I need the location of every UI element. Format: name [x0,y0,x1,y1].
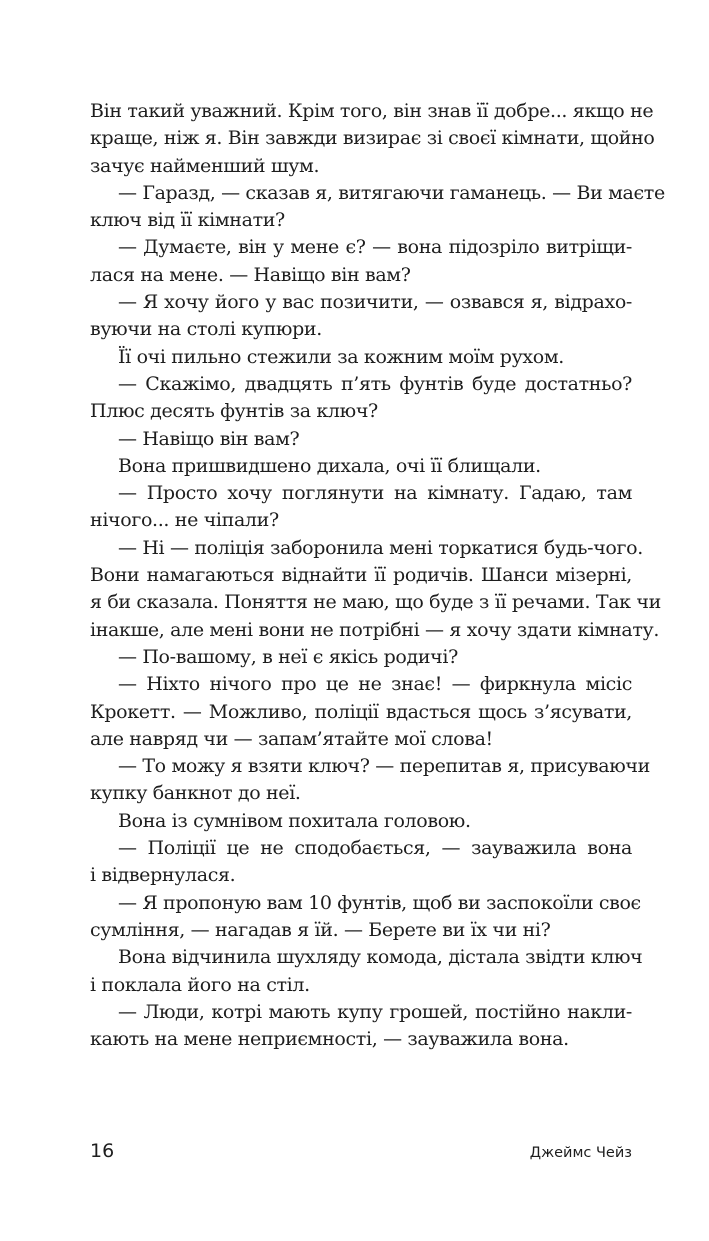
text-line [90,453,632,480]
text-line-content: Вона відчинила шухляду комода, дістала звідти ключ [118,946,643,969]
text-line-content: Вона із сумнівом похитала головою. [118,809,471,832]
text-line [90,98,654,125]
text-line [90,972,632,999]
text-line-content: — Я хочу його у вас позичити, — озвався я, відрахо- [118,291,632,314]
text-line [90,862,632,889]
text-line-content: Її очі пильно стежили за кожним моїм рухом. [118,345,564,368]
text-line-content: Крокетт. — Можливо, поліції вдасться щось з’ясувати, [90,700,632,723]
text-line [90,480,632,507]
text-line-content: сумління, — нагадав я їй. — Берете ви їх чи ні? [90,918,551,941]
text-line [90,180,665,207]
text-line-content: і поклала його на стіл. [90,973,310,996]
text-line [90,562,632,589]
text-line [90,780,632,807]
text-line-content: — Ні — поліція заборонила мені торкатися будь-чого. [118,536,643,559]
text-line-content: — То можу я взяти ключ? — перепитав я, присуваючи [118,755,650,778]
text-line-content: — Поліції це не сподобається, — зауважила вона [118,837,632,860]
text-line-content: — Ніхто нічого про це не знає! — фиркнула місіс [118,673,632,696]
running-footer-author: Джеймс Чейз [529,1145,632,1161]
text-line-content: Вони намагаються віднайти її родичів. Шанси мізерні, [90,564,632,587]
text-line [90,1026,632,1053]
text-line [90,262,632,289]
text-line [90,316,632,343]
text-line-content: і відвернулася. [90,864,236,887]
text-line-content: краще, ніж я. Він завжди визирає зі своєї кімнати, щойно [90,127,655,150]
text-line [90,398,632,425]
text-line-content: але навряд чи — запам’ятайте мої слова! [90,727,493,750]
text-line [90,535,643,562]
text-line-content: зачує найменший шум. [90,154,320,177]
text-line-content: кають на мене неприємності, — зауважила вона. [90,1028,569,1051]
text-line-content: — Скажімо, двадцять п’ять фунтів буде достатньо? [118,372,632,395]
text-line [90,835,632,862]
text-line-content: вуючи на столі купюри. [90,318,322,341]
page-number: 16 [90,1140,115,1162]
text-line [90,726,632,753]
text-line-content: — Гаразд, — сказав я, витягаючи гаманець. — Ви маєте [118,181,665,204]
text-line [90,999,632,1026]
text-line [90,917,632,944]
text-line [90,808,632,835]
text-line [90,153,632,180]
text-line-content: ключ від її кімнати? [90,209,285,232]
text-line-content: Плюс десять фунтів за ключ? [90,400,378,423]
text-line-content: Він такий уважний. Крім того, він знав її добре... якщо не [90,100,654,122]
text-line [90,207,632,234]
text-line-content: — Просто хочу поглянути на кімнату. Гадаю, там [118,482,632,505]
text-line-content: купку банкнот до неї. [90,782,301,805]
text-line-content: — Навіщо він вам? [118,427,300,450]
text-line-content: Вона пришвидшено дихала, очі її блищали. [118,454,541,477]
text-line [90,289,632,316]
text-line [90,644,632,671]
text-line-content: — Я пропоную вам 10 фунтів, щоб ви заспокоїли своє [118,891,641,914]
text-line [90,426,632,453]
text-line-content: інакше, але мені вони не потрібні — я хочу здати кімнату. [90,618,660,641]
text-line-content: нічого... не чіпали? [90,509,279,532]
text-line [90,507,632,534]
text-line [90,234,632,261]
text-line [90,671,632,698]
text-line-content: лася на мене. — Навіщо він вам? [90,263,411,286]
text-line-content: я би сказала. Поняття не маю, що буде з її речами. Так чи [90,591,661,614]
text-line-content: — Люди, котрі мають купу грошей, постійно накли- [118,1000,632,1023]
text-line [90,125,655,152]
text-line [90,617,660,644]
text-line [90,753,650,780]
body-text [90,98,665,1053]
text-line [90,699,632,726]
text-line [90,589,661,616]
text-line [90,371,632,398]
text-line [90,890,641,917]
text-line-content: — Думаєте, він у мене є? — вона підозріло витріщи- [118,236,632,259]
text-line [90,344,632,371]
text-line [90,944,643,971]
text-line-content: — По-вашому, в неї є якісь родичі? [118,645,458,668]
